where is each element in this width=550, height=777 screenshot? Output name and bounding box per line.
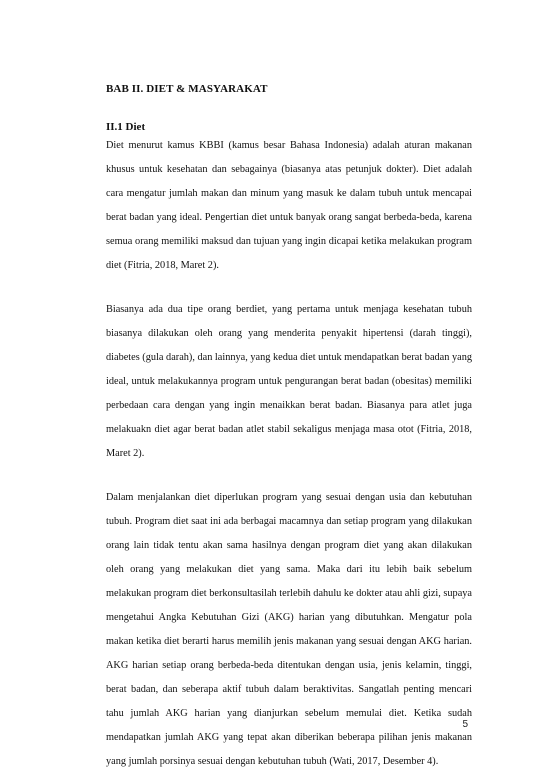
- chapter-title: BAB II. DIET & MASYARAKAT: [106, 83, 268, 95]
- page-content: [106, 82, 472, 774]
- page-number: 5: [462, 719, 468, 730]
- paragraph-diet-types: Biasanya ada dua tipe orang berdiet, yang pertama untuk menjaga kesehatan tubuh biasanya dilakukan oleh orang yang menderita penyakit hipertensi (darah tinggi), diabetes (gula darah), dan lainnya, yang kedua diet untuk mendapatkan berat badan yang ideal, untuk melakukannya program untuk pengurangan berat badan (obesitas) memiliki perbedaan cara dengan yang ingin menaikkan berat badan. Biasanya para atlet juga melakuakn diet agar berat badan atlet stabil sekaligus menjaga masa otot (Fitria, 2018, Maret 2).: [106, 304, 472, 459]
- paragraph-diet-program: Dalam menjalankan diet diperlukan program yang sesuai dengan usia dan kebutuhan tubuh. Program diet saat ini ada berbagai macamnya dan setiap program yang dilakukan orang lain tidak tentu akan sama hasilnya dengan program diet yang akan dilakukan oleh orang yang melakukan diet yang sama. Maka dari itu lebih baik sebelum melakukan program diet berkonsultasilah terlebih dahulu ke dokter atau ahli gizi, supaya mengetahui Angka Kebutuhan Gizi (AKG) harian yang dibutuhkan. Mengatur pola makan ketika diet berarti harus memilih jenis makanan yang sesuai dengan AKG harian. AKG harian setiap orang berbeda-beda ditentukan dengan usia, jenis kelamin, tinggi, berat badan, dan seberapa aktif tubuh dalam beraktivitas. Sangatlah penting mencari tahu jumlah AKG harian yang dianjurkan sebelum memulai diet. Ketika sudah mendapatkan jumlah AKG yang tepat akan diberikan beberapa pilihan jenis makanan yang jumlah porsinya sesuai dengan kebutuhan tubuh (Wati, 2017, Desember 4).: [106, 492, 472, 767]
- section-title: II.1 Diet: [106, 121, 146, 133]
- paragraph-diet-definition: Diet menurut kamus KBBI (kamus besar Bahasa Indonesia) adalah aturan makanan khusus untuk kesehatan dan sebagainya (biasanya atas petunjuk dokter). Diet adalah cara mengatur jumlah makan dan minum yang masuk ke dalam tubuh untuk mencapai berat badan yang ideal. Pengertian diet untuk banyak orang sangat berbeda-beda, karena semua orang memiliki maksud dan tujuan yang ingin dicapai ketika melakukan program diet (Fitria, 2018, Maret 2).: [106, 140, 472, 271]
